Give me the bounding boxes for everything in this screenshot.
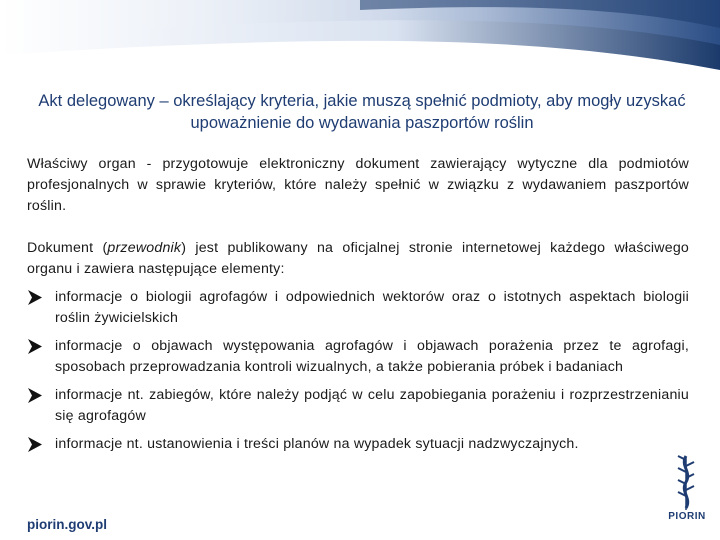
list-item-text: informacje nt. ustanowienia i treści planów na wypadek sytuacji nadzwyczajnych. xyxy=(55,436,579,452)
logo-text: PIORIN xyxy=(668,511,706,522)
arrow-bullet-icon xyxy=(27,339,43,354)
elements-list xyxy=(27,287,689,462)
arrow-bullet-icon xyxy=(27,437,43,452)
list-item-text: informacje nt. zabiegów, które należy podjąć w celu zapobiegania porażeniu i rozprzestrzenianiu się agrofagów xyxy=(55,387,689,424)
arrow-bullet-icon xyxy=(27,290,43,305)
footer-url[interactable]: piorin.gov.pl xyxy=(27,517,107,532)
list-item-text: informacje o biologii agrofagów i odpowiednich wektorów oraz o istotnych aspektach biologii roślin żywicielskich xyxy=(55,289,689,326)
guide-paragraph xyxy=(27,238,689,280)
list-item xyxy=(27,385,689,427)
banner-graphic xyxy=(0,0,720,72)
list-item-text: informacje o objawach występowania agrofagów i objawach porażenia przez te agrofagi, sposobach przeprowadzania kontroli wizualnych, a także pobierania próbek i badaniach xyxy=(55,338,689,375)
guide-paragraph-start: Dokument ( xyxy=(27,240,108,256)
guide-paragraph-end: ) jest publikowany na oficjalnej stronie internetowej każdego właściwego organu i zawiera następujące elementy: xyxy=(27,240,689,277)
slide-title: Akt delegowany – określający kryteria, jakie muszą spełnić podmioty, aby mogły uzyskać upoważnienie do wydawania paszportów roślin xyxy=(38,92,686,132)
arrow-bullet-icon xyxy=(27,388,43,403)
guide-paragraph-italic: przewodnik xyxy=(107,240,182,256)
list-item xyxy=(27,434,689,455)
list-item xyxy=(27,336,689,378)
header-banner xyxy=(0,0,720,72)
intro-paragraph: Właściwy organ - przygotowuje elektroniczny dokument zawierający wytyczne dla podmiotów profesjonalnych w sprawie kryteriów, które należy spełnić w związku z wydawaniem paszportów roślin. xyxy=(27,156,689,214)
list-item xyxy=(27,287,689,329)
